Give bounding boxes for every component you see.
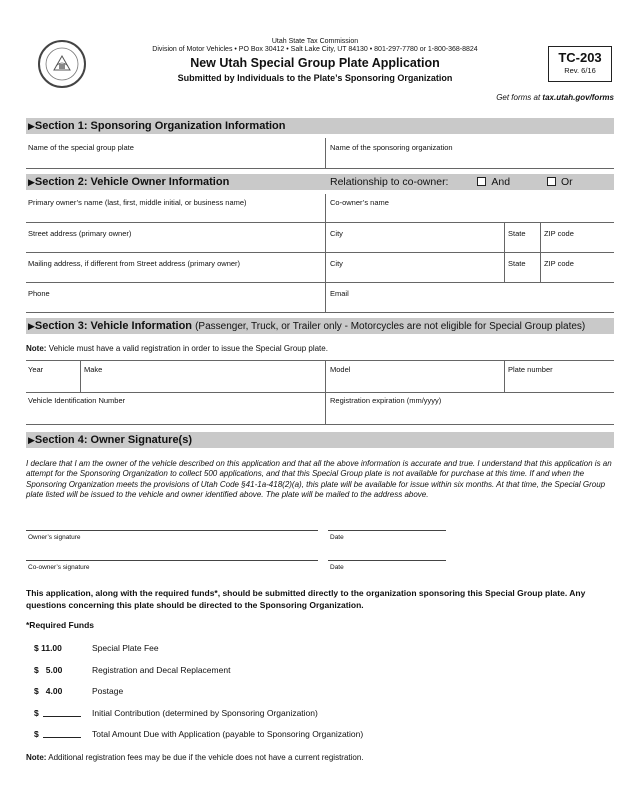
- plate-number-field[interactable]: Plate number: [508, 365, 553, 374]
- co-owner-signature-label: Co-owner’s signature: [28, 564, 90, 571]
- primary-owner-field[interactable]: Primary owner’s name (last, first, middle initial, or business name): [28, 198, 247, 207]
- co-owner-field[interactable]: Co-owner’s name: [330, 198, 389, 207]
- divider: [325, 138, 326, 168]
- co-owner-date-line[interactable]: [328, 560, 446, 561]
- fee-amount: $ 4.00: [34, 686, 63, 696]
- divider: [80, 360, 81, 392]
- relationship-to-co-owner: Relationship to co-owner: And Or: [330, 176, 573, 188]
- get-forms-note: Get forms at tax.utah.gov/forms: [496, 93, 614, 102]
- triangle-right-icon: ▶: [28, 121, 35, 131]
- contribution-amount-input[interactable]: $: [34, 708, 81, 718]
- agency-name: Utah State Tax Commission: [271, 38, 359, 45]
- group-plate-name-field[interactable]: Name of the special group plate: [28, 143, 134, 152]
- divider: [540, 222, 541, 282]
- street-address-field[interactable]: Street address (primary owner): [28, 229, 132, 238]
- phone-field[interactable]: Phone: [28, 289, 50, 298]
- divider: [504, 222, 505, 282]
- triangle-right-icon: ▶: [28, 177, 35, 187]
- zip-field[interactable]: ZIP code: [544, 229, 574, 238]
- divider: [26, 392, 614, 393]
- city-field[interactable]: City: [330, 229, 343, 238]
- form-number: TC-203: [558, 50, 602, 65]
- submission-instructions: This application, along with the required funds*, should be submitted directly to the organization sponsoring this Special Group plate. Any questions concerning this plate should be directed to the Sponsoring Organization.: [26, 588, 586, 610]
- section2-header: ▶Section 2: Vehicle Owner Information Relationship to co-owner: And Or: [26, 174, 614, 190]
- fee-amount: $ 11.00: [34, 643, 62, 653]
- divider: [26, 222, 614, 223]
- total-amount-input[interactable]: $: [34, 729, 81, 739]
- co-owner-date-label: Date: [330, 564, 344, 571]
- vin-field[interactable]: Vehicle Identification Number: [28, 396, 126, 405]
- owner-date-line[interactable]: [328, 530, 446, 531]
- mailing-city-field[interactable]: City: [330, 259, 343, 268]
- section3-note: Note: Vehicle must have a valid registration in order to issue the Special Group plate.: [26, 344, 328, 353]
- section1-header: ▶Section 1: Sponsoring Organization Information: [26, 118, 614, 134]
- fee-description: Special Plate Fee: [92, 643, 159, 653]
- triangle-right-icon: ▶: [28, 435, 35, 445]
- fee-description: Postage: [92, 686, 124, 696]
- owner-declaration: I declare that I am the owner of the vehicle described on this application and that all the above information is accurate and true. I understand that this application is an attempt for the Sponsoring Organization to collect 500 applications, and that this Special Group plate is not available for purchase at this time. If and when the Sponsoring Organization meets the provisions of Utah Code §41-1a-418(2)(a), this plate will be available for issue within six months. At that time, the Special Group plate listed will be issued to the vehicle and owner identified above. The plate will be mailed to the address above.: [26, 459, 612, 500]
- or-checkbox[interactable]: [547, 177, 556, 186]
- state-field[interactable]: State: [508, 229, 526, 238]
- bottom-note: Note: Additional registration fees may be due if the vehicle does not have a current registration.: [26, 753, 364, 762]
- form-number-box: [548, 46, 612, 82]
- make-field[interactable]: Make: [84, 365, 103, 374]
- divider: [26, 312, 614, 313]
- model-field[interactable]: Model: [330, 365, 351, 374]
- co-owner-signature-line[interactable]: [26, 560, 318, 561]
- divider: [26, 282, 614, 283]
- forms-link[interactable]: tax.utah.gov/forms: [542, 93, 614, 102]
- org-name-field[interactable]: Name of the sponsoring organization: [330, 143, 453, 152]
- mailing-state-field[interactable]: State: [508, 259, 526, 268]
- division-contact: Division of Motor Vehicles • PO Box 30412 • Salt Lake City, UT 84130 • 801-297-7780 or 1-800-368-8824: [152, 46, 478, 53]
- and-checkbox[interactable]: [477, 177, 486, 186]
- page-subtitle: Submitted by Individuals to the Plate’s Sponsoring Organization: [177, 73, 453, 83]
- mailing-address-field[interactable]: Mailing address, if different from Street address (primary owner): [28, 259, 241, 268]
- divider: [325, 360, 326, 424]
- divider: [325, 194, 326, 312]
- mailing-zip-field[interactable]: ZIP code: [544, 259, 574, 268]
- owner-date-label: Date: [330, 534, 344, 541]
- state-seal-logo: [38, 40, 86, 88]
- section3-header: ▶Section 3: Vehicle Information (Passenger, Truck, or Trailer only - Motorcycles are not eligible for Special Group plates): [26, 318, 614, 334]
- year-field[interactable]: Year: [28, 365, 44, 374]
- section4-header: ▶Section 4: Owner Signature(s): [26, 432, 614, 448]
- fee-description: Initial Contribution (determined by Sponsoring Organization): [92, 708, 318, 718]
- page-title: New Utah Special Group Plate Application: [190, 56, 440, 70]
- email-field[interactable]: Email: [330, 289, 349, 298]
- divider: [26, 168, 614, 169]
- owner-signature-label: Owner’s signature: [28, 534, 81, 541]
- owner-signature-line[interactable]: [26, 530, 318, 531]
- divider: [26, 424, 614, 425]
- required-funds-title: *Required Funds: [26, 620, 95, 630]
- registration-expiration-field[interactable]: Registration expiration (mm/yyyy): [330, 396, 442, 405]
- fee-description: Total Amount Due with Application (payable to Sponsoring Organization): [92, 729, 364, 739]
- fee-amount: $ 5.00: [34, 665, 63, 675]
- triangle-right-icon: ▶: [28, 321, 35, 331]
- divider: [26, 360, 614, 361]
- form-revision: Rev. 6/16: [564, 66, 596, 75]
- divider: [504, 360, 505, 392]
- fee-description: Registration and Decal Replacement: [92, 665, 231, 675]
- divider: [26, 252, 614, 253]
